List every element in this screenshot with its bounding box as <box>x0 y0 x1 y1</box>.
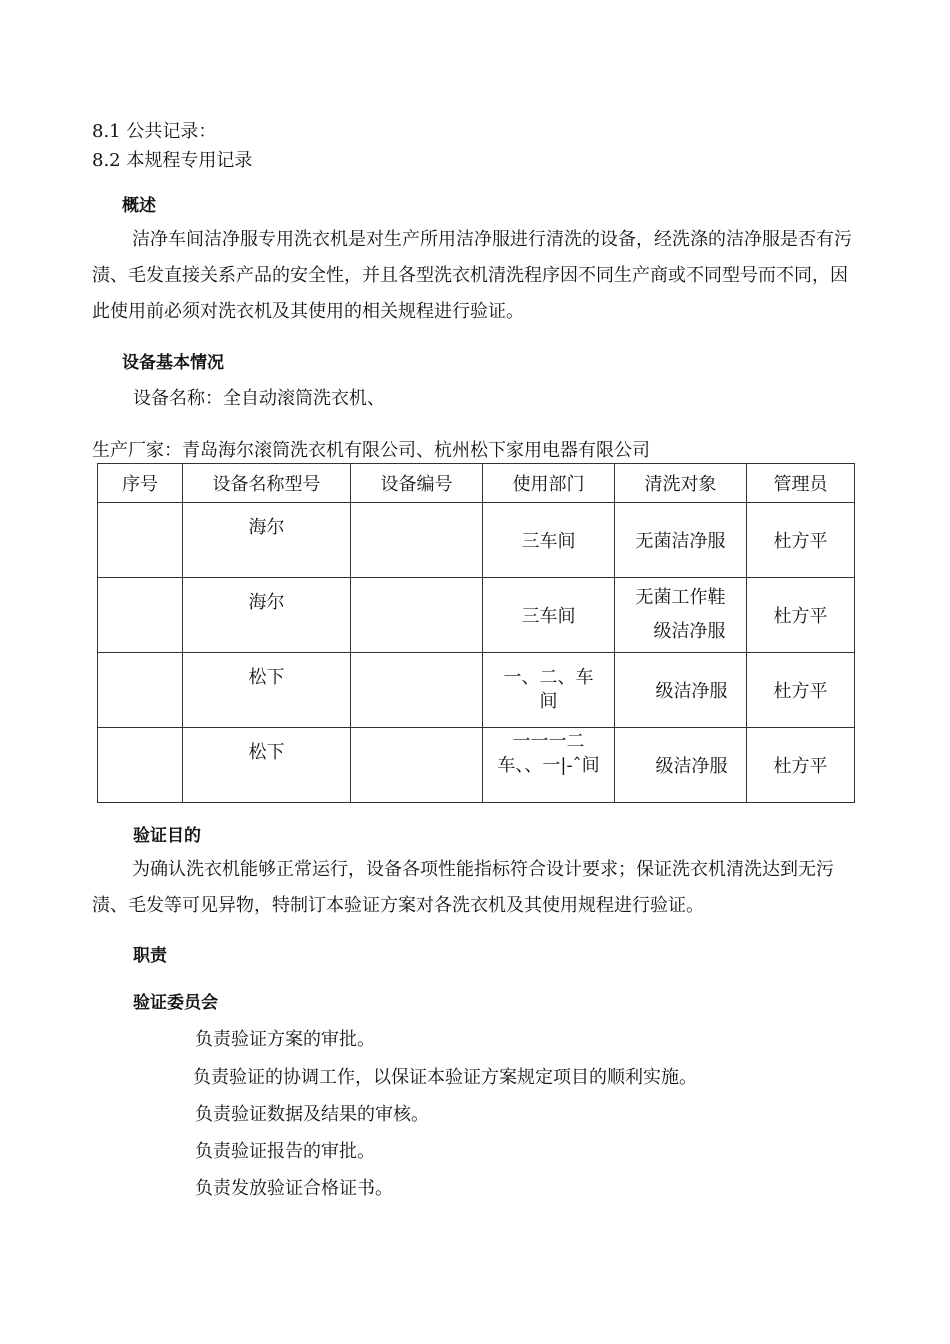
cell-dept: 三车间 <box>483 503 615 578</box>
cell-seq <box>98 653 183 728</box>
cell-admin: 杜方平 <box>747 653 855 728</box>
table-row <box>98 653 855 728</box>
dept-text: 一一一二车、、一|-ˆ间 <box>497 731 600 776</box>
cell-object: 无菌洁净服 <box>615 503 747 578</box>
cell-model: 海尔 <box>183 578 351 653</box>
cell-model: 松下 <box>183 653 351 728</box>
object-line-2: 级洁净服 <box>653 621 726 642</box>
table-row <box>98 578 855 653</box>
manufacturer-line: 生产厂家：青岛海尔滚筒洗衣机有限公司、杭州松下家用电器有限公司 <box>92 440 650 461</box>
duty-item: 负责验证报告的审批。 <box>195 1141 375 1162</box>
cell-seq <box>98 503 183 578</box>
cell-code <box>351 728 483 803</box>
overview-text: 洁净车间洁净服专用洗衣机是对生产所用洁净服进行清洗的设备，经洗涤的洁净服是否有污渍、毛发直接关系产品的安全性，并且各型洗衣机清洗程序因不同生产商或不同型号而不同，因此使用前必须对洗衣机及其使用的相关规程进行验证。 <box>92 229 852 322</box>
cell-seq <box>98 728 183 803</box>
cell-code <box>351 653 483 728</box>
cell-admin: 杜方平 <box>747 503 855 578</box>
header-object: 清洗对象 <box>615 464 747 503</box>
equipment-name-line: 设备名称：全自动滚筒洗衣机、 <box>133 388 385 409</box>
header-code: 设备编号 <box>351 464 483 503</box>
table-row <box>98 728 855 803</box>
cell-model: 松下 <box>183 728 351 803</box>
record-line-public: 8.1 公共记录： <box>92 121 217 142</box>
duties-heading: 职责 <box>133 946 167 966</box>
overview-heading: 概述 <box>122 196 156 216</box>
cell-dept: 三车间 <box>483 578 615 653</box>
overview-paragraph <box>92 222 862 330</box>
header-dept: 使用部门 <box>483 464 615 503</box>
cell-object <box>615 578 747 653</box>
cell-seq <box>98 578 183 653</box>
purpose-paragraph <box>92 852 862 924</box>
cell-code <box>351 578 483 653</box>
cell-admin: 杜方平 <box>747 728 855 803</box>
header-seq: 序号 <box>98 464 183 503</box>
header-admin: 管理员 <box>747 464 855 503</box>
duty-item: 负责验证方案的审批。 <box>195 1029 375 1050</box>
table-row <box>98 503 855 578</box>
cell-dept <box>483 653 615 728</box>
dept-text: 一、二、车间 <box>503 667 594 712</box>
cell-admin: 杜方平 <box>747 578 855 653</box>
purpose-heading: 验证目的 <box>133 826 201 846</box>
header-model: 设备名称型号 <box>183 464 351 503</box>
cell-object: 级洁净服 <box>615 653 747 728</box>
table-header-row <box>98 464 855 503</box>
purpose-text: 为确认洗衣机能够正常运行，设备各项性能指标符合设计要求；保证洗衣机清洗达到无污渍、毛发等可见异物，特制订本验证方案对各洗衣机及其使用规程进行验证。 <box>92 859 834 916</box>
equipment-heading: 设备基本情况 <box>122 353 224 373</box>
equipment-table <box>97 463 855 803</box>
committee-heading: 验证委员会 <box>133 993 218 1013</box>
duty-item: 负责验证的协调工作，以保证本验证方案规定项目的顺利实施。 <box>193 1067 697 1088</box>
cell-model: 海尔 <box>183 503 351 578</box>
duty-item: 负责验证数据及结果的审核。 <box>195 1104 429 1125</box>
cell-object: 级洁净服 <box>615 728 747 803</box>
cell-dept <box>483 728 615 803</box>
cell-code <box>351 503 483 578</box>
object-line-1: 无菌工作鞋 <box>635 587 726 608</box>
record-line-specific: 8.2 本规程专用记录 <box>92 150 253 171</box>
duty-item: 负责发放验证合格证书。 <box>195 1178 393 1199</box>
